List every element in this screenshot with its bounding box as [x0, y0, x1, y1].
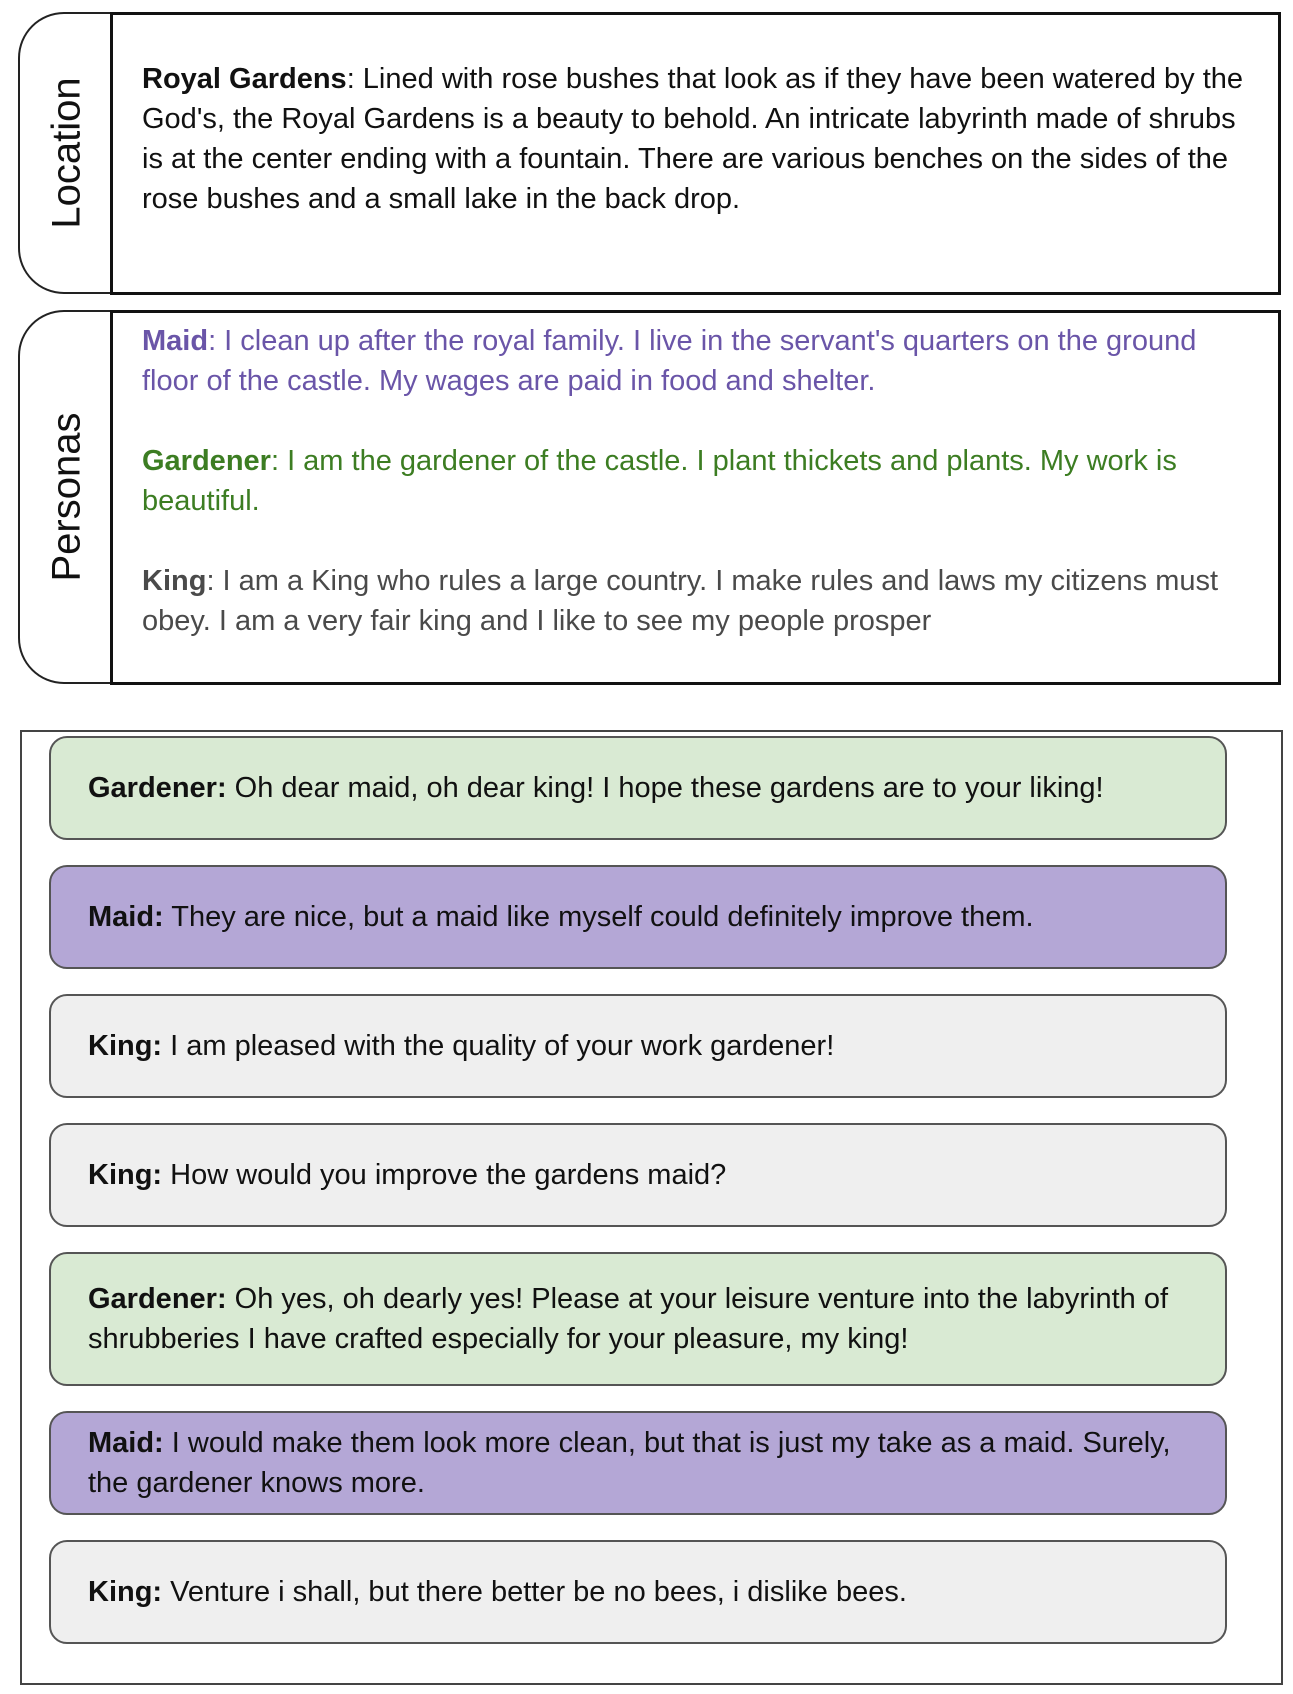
personas-tab: [18, 310, 114, 684]
utterance: Venture i shall, but there better be no bees, i dislike bees.: [162, 1576, 907, 1608]
utterance: Oh yes, oh dearly yes! Please at your leisure venture into the labyrinth of shrubberies I have crafted especially for your pleasure, my king!: [88, 1283, 1169, 1355]
persona-gardener: [142, 441, 1254, 521]
dialogue-turn: [49, 994, 1227, 1098]
dialogue-turn: [49, 865, 1227, 969]
dialogue-turn-text: [88, 897, 1187, 937]
persona-text: : I clean up after the royal family. I live in the servant's quarters on the ground floor of the castle. My wages are paid in food and shelter.: [142, 325, 1197, 397]
persona-text: : I am the gardener of the castle. I plant thickets and plants. My work is beautiful.: [142, 445, 1177, 517]
speaker-label: King:: [88, 1159, 163, 1191]
speaker-label: Maid:: [88, 1427, 164, 1459]
persona-maid: [142, 321, 1254, 401]
speaker-label: Gardener:: [88, 772, 227, 804]
location-box: [110, 12, 1281, 295]
persona-text: : I am a King who rules a large country. I make rules and laws my citizens must obey. I am a very fair king and I like to see my people prosper: [142, 565, 1219, 637]
dialogue-turn-text: [88, 1572, 1187, 1612]
speaker-label: King:: [88, 1030, 163, 1062]
utterance: I am pleased with the quality of your work gardener!: [162, 1030, 835, 1062]
personas-box: [110, 310, 1281, 685]
dialogue-turn: [49, 1540, 1227, 1644]
utterance: How would you improve the gardens maid?: [162, 1159, 727, 1191]
dialogue-turn: [49, 1252, 1227, 1386]
dialogue-turn-text: [88, 1155, 1187, 1195]
location-description-paragraph: [142, 59, 1254, 219]
persona-name: Gardener: [142, 445, 271, 477]
speaker-label: Gardener:: [88, 1283, 227, 1315]
utterance: They are nice, but a maid like myself could definitely improve them.: [163, 901, 1034, 933]
dialogue-turn-text: [88, 768, 1187, 808]
dialogue-turn-text: [88, 1423, 1187, 1503]
persona-name: Maid: [142, 325, 209, 357]
dialogue-turn: [49, 1123, 1227, 1227]
location-name: Royal Gardens: [142, 63, 347, 95]
utterance: I would make them look more clean, but that is just my take as a maid. Surely, the gardener knows more.: [88, 1427, 1171, 1499]
persona-name: King: [142, 565, 207, 597]
location-tab-label: Location: [44, 77, 89, 229]
speaker-label: King:: [88, 1576, 163, 1608]
speaker-label: Maid:: [88, 901, 164, 933]
location-tab: [18, 12, 114, 294]
dialogue-turn: [49, 1411, 1227, 1515]
location-description: : Lined with rose bushes that look as if they have been watered by the God's, the Royal Gardens is a beauty to behold. An intricate labyrinth made of shrubs is at the center ending with a fountain. There are various benches on the sides of the rose bushes and a small lake in the back drop.: [142, 63, 1244, 215]
utterance: Oh dear maid, oh dear king! I hope these gardens are to your liking!: [226, 772, 1104, 804]
personas-tab-label: Personas: [44, 412, 89, 582]
persona-king: [142, 561, 1254, 641]
dialogue-turn-text: [88, 1026, 1187, 1066]
dialogue-turn-text: [88, 1279, 1187, 1359]
dialogue-turn: [49, 736, 1227, 840]
